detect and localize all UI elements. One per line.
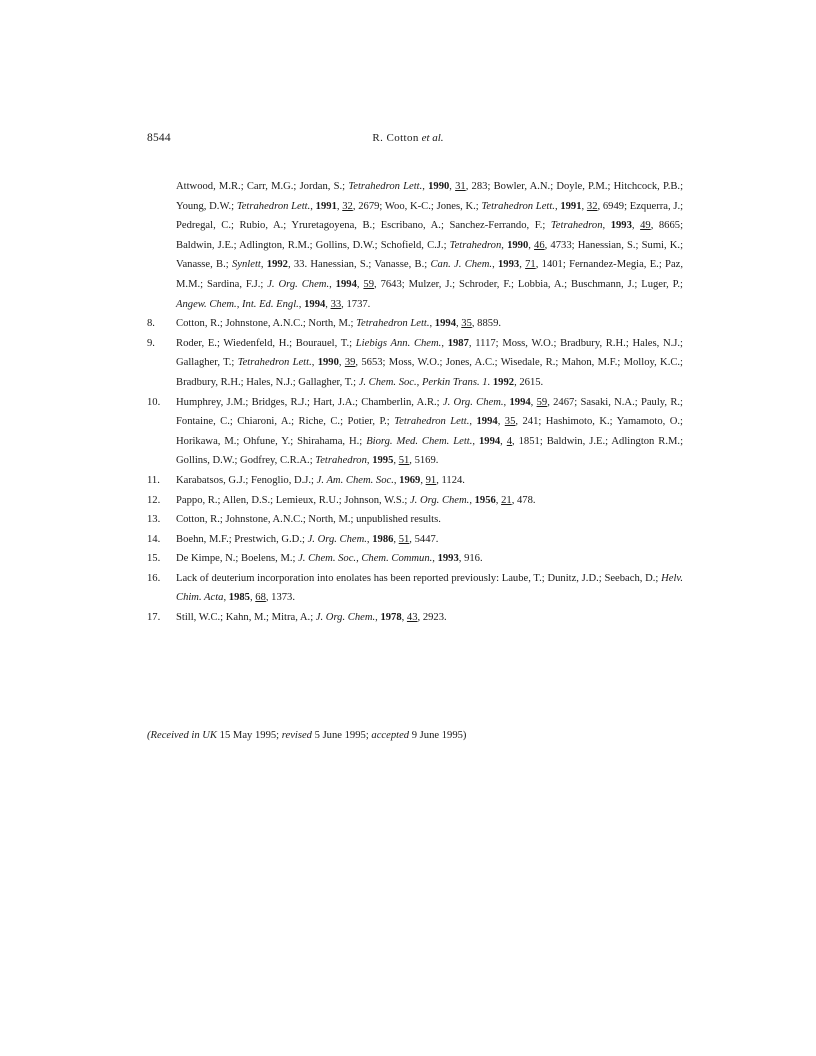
text-segment: 4 xyxy=(506,435,513,447)
text-segment: 1994 xyxy=(509,396,531,408)
text-segment: , 6949; Ezquerra, J.; Pedregal, C.; Rubio, A.; Yruretagoyena, B.; Escribano, A.; Sanchez-Ferrando, F.; xyxy=(176,200,684,232)
text-segment: 1990 xyxy=(428,181,450,192)
running-head xyxy=(0,132,816,144)
text-segment: 1994 xyxy=(335,278,357,290)
text-segment: J. Chem. Soc., Perkin Trans. 1. xyxy=(358,376,491,388)
text-segment: , xyxy=(472,435,479,447)
text-segment: , xyxy=(631,220,641,232)
text-segment: 9 June 1995) xyxy=(409,730,467,741)
text-segment: (Received in UK xyxy=(147,730,218,741)
text-segment: , 2615. xyxy=(514,376,544,388)
text-segment: 35 xyxy=(461,318,472,330)
text-segment: , 1373. xyxy=(265,592,295,604)
text-segment: Humphrey, J.M.; Bridges, R.J.; Hart, J.A.; Chamberlin, A.R.; xyxy=(176,396,443,408)
text-segment: 59 xyxy=(363,278,375,290)
text-segment: , xyxy=(519,259,526,271)
text-segment: , xyxy=(338,357,345,369)
running-head-etal: et al. xyxy=(421,132,444,144)
reference-item xyxy=(147,334,683,393)
text-segment: Roder, E.; Wiedenfeld, H.; Bourauel, T.; xyxy=(176,337,356,349)
text-segment: 91 xyxy=(425,474,437,486)
reference-text xyxy=(176,393,683,471)
reference-item xyxy=(147,491,683,511)
text-segment: Tetrahedron Lett. xyxy=(236,200,311,212)
text-segment: , xyxy=(375,612,381,624)
text-segment: 1987 xyxy=(447,337,469,349)
text-segment: 51 xyxy=(398,533,410,545)
text-segment: , xyxy=(393,474,400,486)
text-segment: , xyxy=(329,278,336,290)
text-segment: Tetrahedron Lett. xyxy=(481,200,555,212)
text-segment: 1994 xyxy=(434,318,456,330)
reference-number: 17. xyxy=(147,612,161,624)
text-segment: J. Org. Chem. xyxy=(315,612,376,624)
text-segment: , xyxy=(530,396,537,408)
text-segment: , 1124. xyxy=(436,474,465,486)
text-segment: , xyxy=(393,533,399,545)
text-segment: , xyxy=(501,239,508,251)
text-segment: 1990 xyxy=(507,239,529,251)
text-segment: , 2923. xyxy=(417,612,447,624)
reference-text xyxy=(176,530,683,550)
text-segment: Still, W.C.; Kahn, M.; Mitra, A.; xyxy=(176,612,316,624)
text-segment: , 5447. xyxy=(409,533,439,545)
text-segment: Boehn, M.F.; Prestwich, G.D.; xyxy=(176,533,308,545)
text-segment: , xyxy=(310,200,316,212)
text-segment: , xyxy=(420,474,426,486)
text-segment: 59 xyxy=(536,396,548,408)
text-segment: , 5653; Moss, W.O.; Jones, A.C.; Wisedale, R.; Mahon, M.F.; Molloy, K.C.; Bradbury, R.H.; Hales, N.J.; Gallagher, T.; xyxy=(176,357,684,388)
received-dates xyxy=(147,728,466,744)
text-segment: 1994 xyxy=(476,416,498,428)
text-segment: , xyxy=(249,592,256,604)
text-segment: , xyxy=(260,259,267,271)
reference-text xyxy=(176,314,683,334)
reference-item xyxy=(147,530,683,550)
text-segment: 35 xyxy=(504,416,516,428)
text-segment: 49 xyxy=(640,220,651,232)
text-segment: Tetrahedron Lett. xyxy=(394,416,470,428)
text-segment: 71 xyxy=(525,259,536,271)
reference-list xyxy=(147,177,683,628)
text-segment: 1995 xyxy=(372,455,394,467)
reference-text xyxy=(147,177,683,314)
text-segment: Tetrahedron xyxy=(550,220,603,232)
text-segment: , xyxy=(325,298,331,310)
text-segment: Can. J. Chem. xyxy=(430,259,493,271)
reference-item xyxy=(147,471,683,491)
page-number: 8544 xyxy=(147,132,171,144)
reference-item xyxy=(147,549,683,569)
text-segment: , xyxy=(492,259,498,271)
text-segment: 1990 xyxy=(317,357,339,369)
text-segment: , xyxy=(366,533,373,545)
text-segment: 1986 xyxy=(372,533,394,545)
text-segment: , 8859. xyxy=(471,318,502,330)
reference-number: 12. xyxy=(147,494,161,506)
reference-item xyxy=(147,393,683,471)
text-segment: , xyxy=(500,435,507,447)
reference-number: 9. xyxy=(147,337,155,349)
reference-text xyxy=(176,471,683,491)
text-segment: J. Org. Chem. xyxy=(267,278,330,290)
text-segment: 68 xyxy=(255,592,266,604)
reference-text xyxy=(176,334,683,393)
reference-number: 11. xyxy=(147,474,160,486)
text-segment: Biorg. Med. Chem. Lett. xyxy=(366,435,473,447)
text-segment: , 1117; Moss, W.O.; Bradbury, R.H.; Hales, N.J.; Gallagher, T.; xyxy=(176,337,684,369)
text-segment: , 478. xyxy=(511,494,536,506)
reference-text xyxy=(176,549,683,569)
text-segment: , xyxy=(429,318,435,330)
reference-number: 10. xyxy=(147,396,161,408)
text-segment: , xyxy=(469,494,475,506)
text-segment: , 283; Bowler, A.N.; Doyle, P.M.; Hitchcock, P.B.; Young, D.W.; xyxy=(176,181,684,212)
text-segment: , xyxy=(455,318,462,330)
text-segment: , 916. xyxy=(458,553,483,565)
text-segment: , xyxy=(223,592,229,604)
text-segment: , 33. Hanessian, S.; Vanasse, B.; xyxy=(287,259,431,271)
text-segment: 21 xyxy=(501,494,512,506)
text-segment: , 5169. xyxy=(409,455,439,467)
reference-item xyxy=(147,314,683,334)
reference-number: 8. xyxy=(147,318,155,330)
text-segment: accepted xyxy=(371,730,410,741)
text-segment: , 241; Hashimoto, K.; Yamamoto, O.; Horikawa, M.; Ohfune, Y.; Shirahama, H.; xyxy=(176,416,684,447)
text-segment: Karabatsos, G.J.; Fenoglio, D.J.; xyxy=(176,474,317,486)
text-segment: Tetrahedron Lett. xyxy=(237,357,312,369)
text-segment: 1985 xyxy=(228,592,250,604)
text-segment: Attwood, M.R.; Carr, M.G.; Jordan, S.; xyxy=(176,181,349,192)
text-segment: , xyxy=(503,396,510,408)
reference-number: 16. xyxy=(147,572,161,584)
text-segment: Synlett xyxy=(232,259,261,271)
running-head-author: R. Cotton xyxy=(372,132,419,144)
text-segment: 1991 xyxy=(315,200,337,212)
reference-text xyxy=(176,608,683,628)
text-segment: , 1851; Baldwin, J.E.; Adlington R.M.; Gollins, D.W.; Godfrey, C.R.A.; xyxy=(176,435,684,467)
text-segment: J. Am. Chem. Soc. xyxy=(316,474,394,486)
text-segment: 43 xyxy=(406,612,418,624)
text-segment: 33 xyxy=(330,298,342,310)
text-segment: , 2679; Woo, K-C.; Jones, K.; xyxy=(352,200,482,212)
text-segment: 1993 xyxy=(498,259,520,271)
text-segment: 46 xyxy=(534,239,545,251)
text-segment: De Kimpe, N.; Boelens, M.; xyxy=(176,553,299,565)
reference-item xyxy=(147,608,683,628)
text-segment: , xyxy=(495,494,502,506)
reference-text xyxy=(176,491,683,511)
text-segment: J. Org. Chem. xyxy=(442,396,504,408)
text-segment: J. Org. Chem. xyxy=(409,494,470,506)
text-segment: 1992 xyxy=(266,259,288,271)
text-segment: , xyxy=(401,612,407,624)
text-segment: , xyxy=(469,416,477,428)
text-segment: Lack of deuterium incorporation into enolates has been reported previously: Laube, T.; Dunitz, J.D.; Seebach, D.; xyxy=(176,572,662,584)
reference-text xyxy=(176,510,683,530)
text-segment: 1991 xyxy=(560,200,582,212)
reference-number: 13. xyxy=(147,514,161,526)
text-segment: , xyxy=(298,298,305,310)
text-segment: , xyxy=(497,416,505,428)
text-segment: 1993 xyxy=(437,553,459,565)
text-segment: 1992 xyxy=(492,376,515,388)
text-segment: , 7643; Mulzer, J.; Schroder, F.; Lobbia, A.; Buschmann, J.; Luger, P.; xyxy=(374,278,683,290)
text-segment: Cotton, R.; Johnstone, A.N.C.; North, M.; xyxy=(176,318,357,330)
text-segment: , xyxy=(311,357,318,369)
text-segment: , 4733; Hanessian, S.; Sumi, K.; Vanasse, B.; xyxy=(176,239,684,271)
text-segment: , xyxy=(336,200,343,212)
text-segment: J. Org. Chem. xyxy=(307,533,367,545)
text-segment: 5 June 1995; xyxy=(311,730,372,741)
text-segment: 1978 xyxy=(380,612,402,624)
text-segment: Cotton, R.; Johnstone, A.N.C.; North, M.; unpublished results. xyxy=(176,514,441,526)
text-segment: 1969 xyxy=(399,474,421,486)
text-segment: , xyxy=(432,553,438,565)
text-segment: Tetrahedron Lett. xyxy=(348,181,423,192)
reference-number: 15. xyxy=(147,553,161,565)
text-segment: Tetrahedron Lett. xyxy=(356,318,430,330)
reference-number: 14. xyxy=(147,533,161,545)
text-segment: 15 May 1995; xyxy=(217,730,282,741)
text-segment: , xyxy=(581,200,587,212)
text-segment: revised xyxy=(281,730,312,741)
text-segment: , 1401; Fernandez-Megia, E.; Paz, M.M.; Sardina, F.J.; xyxy=(176,259,683,290)
text-segment: 1994 xyxy=(478,435,501,447)
text-segment: 39 xyxy=(344,357,356,369)
text-segment: Helv. Chim. Acta xyxy=(176,572,683,604)
text-segment: Liebigs Ann. Chem. xyxy=(355,337,442,349)
text-segment: 31 xyxy=(455,181,466,192)
text-segment: J. Chem. Soc., Chem. Commun. xyxy=(298,553,433,565)
text-segment: , xyxy=(393,455,399,467)
reference-item xyxy=(147,510,683,530)
text-segment: , xyxy=(366,455,373,467)
text-segment: , 2467; Sasaki, N.A.; Pauly, R.; Fontaine, C.; Chiaroni, A.; Riche, C.; Potier, P.; xyxy=(176,396,683,428)
reference-item xyxy=(147,569,683,608)
reference-item xyxy=(147,177,683,314)
text-segment: Angew. Chem., Int. Ed. Engl. xyxy=(176,298,299,310)
text-segment: 51 xyxy=(398,455,410,467)
text-segment: , 1737. xyxy=(341,298,371,310)
text-segment: Pappo, R.; Allen, D.S.; Lemieux, R.U.; Johnson, W.S.; xyxy=(176,494,410,506)
text-segment: 32 xyxy=(586,200,598,212)
text-segment: , xyxy=(449,181,456,192)
text-segment: , xyxy=(422,181,429,192)
text-segment: , xyxy=(441,337,448,349)
text-segment: , xyxy=(356,278,364,290)
text-segment: 1993 xyxy=(610,220,632,232)
text-segment: 1956 xyxy=(474,494,496,506)
text-segment: Tetrahedron xyxy=(449,239,502,251)
text-segment: 32 xyxy=(342,200,353,212)
text-segment: , 8665; Baldwin, J.E.; Adlington, R.M.; Gollins, D.W.; Schofield, C.J.; xyxy=(176,220,684,251)
text-segment: , xyxy=(554,200,561,212)
text-segment: , xyxy=(602,220,611,232)
text-segment: Tetrahedron xyxy=(315,455,367,467)
reference-text xyxy=(176,569,683,608)
text-segment: 1994 xyxy=(304,298,326,310)
text-segment: , xyxy=(528,239,535,251)
